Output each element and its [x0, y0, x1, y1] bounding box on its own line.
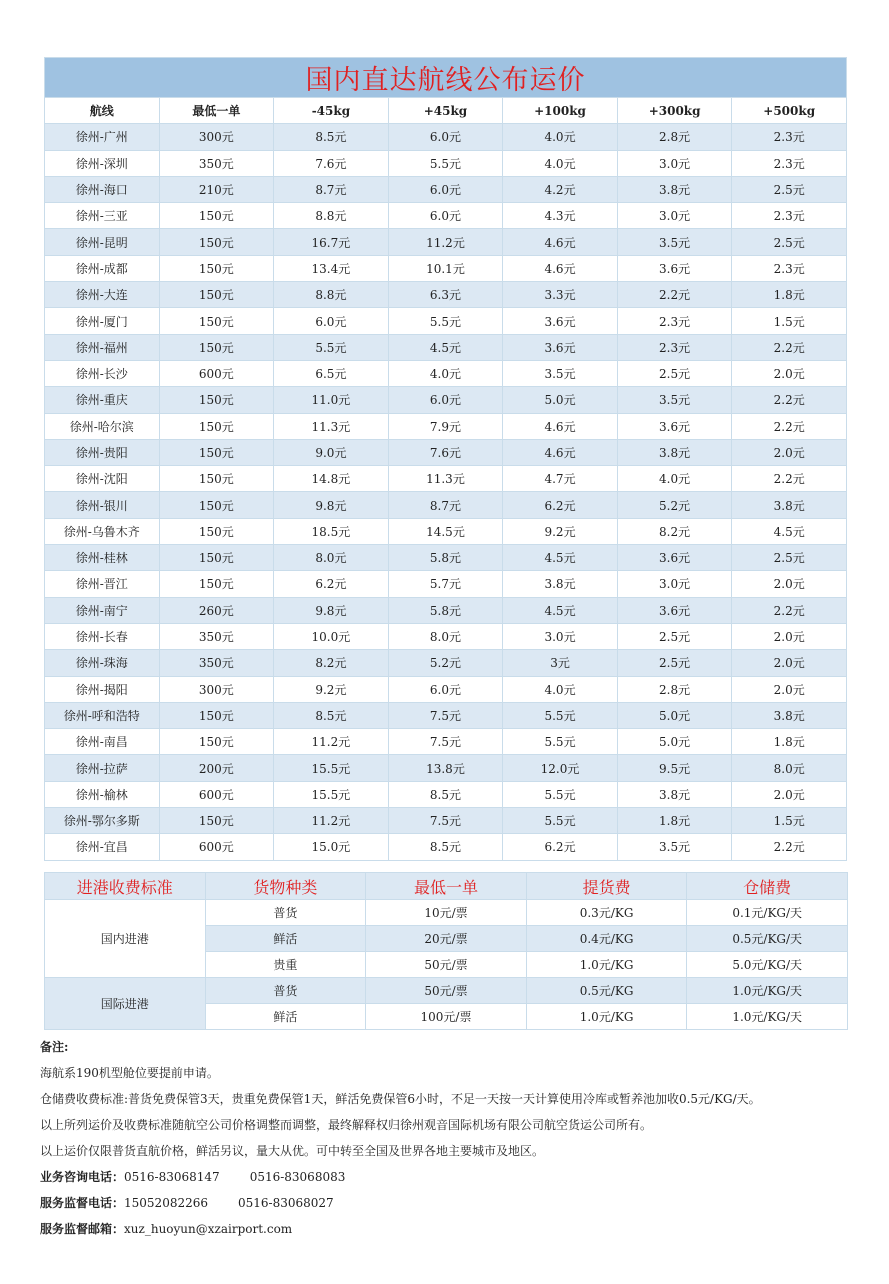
table-row — [45, 781, 847, 807]
price-cell: 2.2元 — [732, 466, 847, 492]
price-cell: 5.5元 — [503, 781, 618, 807]
route-cell: 徐州-三亚 — [45, 203, 160, 229]
price-cell: 6.2元 — [503, 834, 618, 860]
price-cell: 350元 — [159, 150, 274, 176]
price-cell: 3.0元 — [617, 203, 732, 229]
price-cell: 11.3元 — [388, 466, 503, 492]
price-cell: 3.6元 — [617, 413, 732, 439]
fee-column-header: 仓储费 — [687, 873, 848, 900]
route-cell: 徐州-晋江 — [45, 571, 160, 597]
price-cell: 4.0元 — [503, 150, 618, 176]
price-cell: 150元 — [159, 466, 274, 492]
price-cell: 14.5元 — [388, 518, 503, 544]
price-cell: 1.5元 — [732, 808, 847, 834]
fee-cell: 贵重 — [205, 952, 366, 978]
price-cell: 4.5元 — [503, 545, 618, 571]
fee-column-header: 提货费 — [526, 873, 687, 900]
route-cell: 徐州-宜昌 — [45, 834, 160, 860]
route-cell: 徐州-沈阳 — [45, 466, 160, 492]
price-cell: 9.5元 — [617, 755, 732, 781]
route-cell: 徐州-鄂尔多斯 — [45, 808, 160, 834]
route-cell: 徐州-榆林 — [45, 781, 160, 807]
price-cell: 1.5元 — [732, 308, 847, 334]
table-row — [45, 492, 847, 518]
price-cell: 4.0元 — [388, 360, 503, 386]
table-row — [45, 650, 847, 676]
phone-number[interactable]: 0516-83068147 — [124, 1170, 220, 1184]
price-cell: 600元 — [159, 781, 274, 807]
price-cell: 8.8元 — [274, 282, 389, 308]
price-cell: 260元 — [159, 597, 274, 623]
price-cell: 8.0元 — [732, 755, 847, 781]
price-cell: 4.0元 — [503, 676, 618, 702]
price-cell: 7.5元 — [388, 729, 503, 755]
phone-number[interactable]: 0516-83068083 — [249, 1170, 346, 1184]
fee-row — [45, 900, 848, 926]
price-cell: 600元 — [159, 834, 274, 860]
price-cell: 600元 — [159, 360, 274, 386]
price-cell: 8.5元 — [274, 702, 389, 728]
route-cell: 徐州-银川 — [45, 492, 160, 518]
column-header: 航线 — [45, 98, 160, 124]
price-cell: 11.3元 — [274, 413, 389, 439]
price-cell: 7.9元 — [388, 413, 503, 439]
price-cell: 13.4元 — [274, 255, 389, 281]
price-cell: 2.8元 — [617, 124, 732, 150]
price-cell: 6.0元 — [388, 387, 503, 413]
price-cell: 3.8元 — [732, 492, 847, 518]
email-link[interactable]: xuz_huoyun@xzairport.com — [124, 1222, 293, 1236]
contact-line — [40, 1190, 761, 1216]
table-row — [45, 571, 847, 597]
column-header: +500kg — [732, 98, 847, 124]
route-cell: 徐州-大连 — [45, 282, 160, 308]
price-cell: 150元 — [159, 334, 274, 360]
price-cell: 2.0元 — [732, 676, 847, 702]
fee-cell: 1.0元/KG — [526, 1004, 687, 1030]
fee-column-header: 进港收费标准 — [45, 873, 206, 900]
price-cell: 150元 — [159, 229, 274, 255]
fee-cell: 50元/票 — [366, 952, 527, 978]
phone-number[interactable]: 15052082266 — [124, 1196, 208, 1210]
price-cell: 3.6元 — [617, 597, 732, 623]
table-row — [45, 229, 847, 255]
price-cell: 6.0元 — [388, 124, 503, 150]
price-cell: 11.2元 — [274, 808, 389, 834]
price-cell: 2.0元 — [732, 571, 847, 597]
price-cell: 150元 — [159, 413, 274, 439]
column-header: +300kg — [617, 98, 732, 124]
route-cell: 徐州-乌鲁木齐 — [45, 518, 160, 544]
price-cell: 2.2元 — [732, 834, 847, 860]
price-cell: 10.1元 — [388, 255, 503, 281]
price-cell: 3.5元 — [503, 360, 618, 386]
price-cell: 2.3元 — [617, 308, 732, 334]
table-row — [45, 597, 847, 623]
price-cell: 15.0元 — [274, 834, 389, 860]
route-cell: 徐州-厦门 — [45, 308, 160, 334]
price-cell: 9.2元 — [274, 676, 389, 702]
page-title: 国内直达航线公布运价 — [45, 58, 847, 98]
price-cell: 4.5元 — [503, 597, 618, 623]
price-cell: 2.5元 — [617, 360, 732, 386]
price-cell: 3.0元 — [617, 150, 732, 176]
price-cell: 10.0元 — [274, 623, 389, 649]
price-cell: 9.0元 — [274, 439, 389, 465]
price-cell: 210元 — [159, 176, 274, 202]
fee-group-cell: 国际进港 — [45, 978, 206, 1030]
price-cell: 15.5元 — [274, 755, 389, 781]
price-cell: 2.0元 — [732, 650, 847, 676]
price-cell: 5.5元 — [503, 702, 618, 728]
price-cell: 2.2元 — [732, 597, 847, 623]
table-row — [45, 545, 847, 571]
price-cell: 4.3元 — [503, 203, 618, 229]
price-cell: 3.5元 — [617, 387, 732, 413]
fee-cell: 0.5元/KG — [526, 978, 687, 1004]
price-cell: 2.3元 — [732, 203, 847, 229]
column-header: +100kg — [503, 98, 618, 124]
price-cell: 2.0元 — [732, 781, 847, 807]
price-cell: 7.6元 — [388, 439, 503, 465]
price-cell: 200元 — [159, 755, 274, 781]
price-cell: 5.7元 — [388, 571, 503, 597]
fee-cell: 0.1元/KG/天 — [687, 900, 848, 926]
contact-line — [40, 1164, 761, 1190]
price-cell: 4.5元 — [732, 518, 847, 544]
table-row — [45, 466, 847, 492]
price-cell: 3.6元 — [503, 308, 618, 334]
price-cell: 3.3元 — [503, 282, 618, 308]
price-cell: 3.8元 — [617, 176, 732, 202]
price-cell: 3.8元 — [732, 702, 847, 728]
fee-column-header: 货物种类 — [205, 873, 366, 900]
price-cell: 2.2元 — [617, 282, 732, 308]
price-cell: 5.0元 — [617, 729, 732, 755]
fee-cell: 普货 — [205, 900, 366, 926]
price-cell: 5.8元 — [388, 597, 503, 623]
table-row — [45, 834, 847, 860]
table-row — [45, 255, 847, 281]
price-cell: 7.6元 — [274, 150, 389, 176]
price-cell: 150元 — [159, 808, 274, 834]
price-cell: 9.8元 — [274, 597, 389, 623]
fee-cell: 1.0元/KG — [526, 952, 687, 978]
price-cell: 5.8元 — [388, 545, 503, 571]
route-cell: 徐州-深圳 — [45, 150, 160, 176]
price-cell: 150元 — [159, 571, 274, 597]
price-cell: 2.2元 — [732, 334, 847, 360]
price-cell: 350元 — [159, 623, 274, 649]
table-row — [45, 729, 847, 755]
price-cell: 3.0元 — [617, 571, 732, 597]
price-cell: 2.5元 — [732, 176, 847, 202]
price-cell: 3.8元 — [617, 781, 732, 807]
route-cell: 徐州-南昌 — [45, 729, 160, 755]
fee-cell: 5.0元/KG/天 — [687, 952, 848, 978]
route-cell: 徐州-广州 — [45, 124, 160, 150]
price-cell: 11.0元 — [274, 387, 389, 413]
price-cell: 18.5元 — [274, 518, 389, 544]
table-row — [45, 676, 847, 702]
fee-cell: 0.3元/KG — [526, 900, 687, 926]
fee-cell: 1.0元/KG/天 — [687, 978, 848, 1004]
table-row — [45, 282, 847, 308]
phone-number[interactable]: 0516-83068027 — [238, 1196, 334, 1210]
table-row — [45, 387, 847, 413]
price-cell: 8.8元 — [274, 203, 389, 229]
note-line: 以上所列运价及收费标准随航空公司价格调整而调整，最终解释权归徐州观音国际机场有限公司航空货运公司所有。 — [40, 1118, 653, 1132]
inbound-fee-table — [44, 872, 848, 1030]
price-cell: 8.7元 — [388, 492, 503, 518]
notes-heading: 备注: — [40, 1040, 69, 1054]
price-cell: 2.5元 — [617, 623, 732, 649]
price-cell: 3.8元 — [503, 571, 618, 597]
route-cell: 徐州-成都 — [45, 255, 160, 281]
price-cell: 8.5元 — [274, 124, 389, 150]
column-header: +45kg — [388, 98, 503, 124]
price-cell: 3.8元 — [617, 439, 732, 465]
price-cell: 150元 — [159, 545, 274, 571]
price-cell: 13.8元 — [388, 755, 503, 781]
price-cell: 2.2元 — [732, 387, 847, 413]
table-row — [45, 176, 847, 202]
price-cell: 8.2元 — [617, 518, 732, 544]
route-cell: 徐州-长春 — [45, 623, 160, 649]
fee-group-cell: 国内进港 — [45, 900, 206, 978]
price-cell: 6.0元 — [388, 676, 503, 702]
price-cell: 5.5元 — [503, 808, 618, 834]
table-row — [45, 808, 847, 834]
notes-section — [40, 1034, 761, 1242]
column-header: 最低一单 — [159, 98, 274, 124]
note-line: 海航系190机型舱位要提前申请。 — [40, 1066, 219, 1080]
price-cell: 5.2元 — [617, 492, 732, 518]
note-line: 以上运价仅限普货直航价格，鲜活另议，量大从优。可中转至全国及世界各地主要城市及地区。 — [40, 1144, 545, 1158]
price-cell: 150元 — [159, 492, 274, 518]
price-cell: 5.5元 — [274, 334, 389, 360]
price-cell: 5.5元 — [388, 308, 503, 334]
price-cell: 4.2元 — [503, 176, 618, 202]
price-cell: 150元 — [159, 203, 274, 229]
route-cell: 徐州-呼和浩特 — [45, 702, 160, 728]
price-cell: 3.5元 — [617, 834, 732, 860]
price-cell: 11.2元 — [274, 729, 389, 755]
price-cell: 300元 — [159, 124, 274, 150]
contact-label: 服务监督邮箱： — [40, 1222, 125, 1236]
price-cell: 150元 — [159, 439, 274, 465]
route-cell: 徐州-拉萨 — [45, 755, 160, 781]
contact-label: 服务监督电话： — [40, 1196, 125, 1210]
price-cell: 8.0元 — [388, 623, 503, 649]
fee-table-header — [45, 873, 848, 900]
price-cell: 4.6元 — [503, 413, 618, 439]
price-cell: 2.3元 — [617, 334, 732, 360]
column-header: -45kg — [274, 98, 389, 124]
price-cell: 2.3元 — [732, 124, 847, 150]
price-cell: 8.5元 — [388, 781, 503, 807]
price-cell: 150元 — [159, 387, 274, 413]
fee-cell: 鲜活 — [205, 1004, 366, 1030]
price-cell: 300元 — [159, 676, 274, 702]
table-row — [45, 518, 847, 544]
fee-cell: 鲜活 — [205, 926, 366, 952]
price-cell: 9.2元 — [503, 518, 618, 544]
price-cell: 9.8元 — [274, 492, 389, 518]
contact-line — [40, 1216, 761, 1242]
table-row — [45, 334, 847, 360]
price-cell: 3.6元 — [617, 255, 732, 281]
price-cell: 15.5元 — [274, 781, 389, 807]
route-cell: 徐州-海口 — [45, 176, 160, 202]
fee-cell: 普货 — [205, 978, 366, 1004]
table-row — [45, 755, 847, 781]
route-cell: 徐州-揭阳 — [45, 676, 160, 702]
note-line: 仓储费收费标准:普货免费保管3天，贵重免费保管1天，鲜活免费保管6小时，不足一天按一天计算使用冷库或暂养池加收0.5元/KG/天。 — [40, 1092, 761, 1106]
table-row — [45, 413, 847, 439]
fee-row — [45, 978, 848, 1004]
table-row — [45, 150, 847, 176]
price-cell: 2.0元 — [732, 623, 847, 649]
price-cell: 150元 — [159, 255, 274, 281]
route-cell: 徐州-昆明 — [45, 229, 160, 255]
price-cell: 150元 — [159, 282, 274, 308]
price-cell: 4.5元 — [388, 334, 503, 360]
price-cell: 8.7元 — [274, 176, 389, 202]
route-cell: 徐州-南宁 — [45, 597, 160, 623]
price-cell: 14.8元 — [274, 466, 389, 492]
price-cell: 8.0元 — [274, 545, 389, 571]
price-cell: 3.0元 — [503, 623, 618, 649]
price-cell: 6.0元 — [274, 308, 389, 334]
price-cell: 8.5元 — [388, 834, 503, 860]
price-cell: 2.3元 — [732, 255, 847, 281]
price-cell: 350元 — [159, 650, 274, 676]
price-cell: 150元 — [159, 702, 274, 728]
price-cell: 1.8元 — [732, 729, 847, 755]
price-cell: 7.5元 — [388, 808, 503, 834]
route-cell: 徐州-贵阳 — [45, 439, 160, 465]
price-cell: 6.2元 — [274, 571, 389, 597]
price-cell: 6.2元 — [503, 492, 618, 518]
price-cell: 5.0元 — [617, 702, 732, 728]
price-cell: 4.6元 — [503, 229, 618, 255]
fee-cell: 0.5元/KG/天 — [687, 926, 848, 952]
price-cell: 150元 — [159, 518, 274, 544]
price-cell: 4.6元 — [503, 255, 618, 281]
route-cell: 徐州-福州 — [45, 334, 160, 360]
table-row — [45, 203, 847, 229]
price-cell: 6.5元 — [274, 360, 389, 386]
price-cell: 150元 — [159, 308, 274, 334]
fee-cell: 1.0元/KG/天 — [687, 1004, 848, 1030]
price-cell: 7.5元 — [388, 702, 503, 728]
price-cell: 4.6元 — [503, 439, 618, 465]
price-cell: 2.5元 — [617, 650, 732, 676]
fee-cell: 20元/票 — [366, 926, 527, 952]
table-row — [45, 360, 847, 386]
route-cell: 徐州-重庆 — [45, 387, 160, 413]
fee-cell: 10元/票 — [366, 900, 527, 926]
price-cell: 5.5元 — [503, 729, 618, 755]
price-cell: 8.2元 — [274, 650, 389, 676]
route-cell: 徐州-珠海 — [45, 650, 160, 676]
price-cell: 4.0元 — [503, 124, 618, 150]
price-cell: 6.3元 — [388, 282, 503, 308]
price-cell: 2.2元 — [732, 413, 847, 439]
price-cell: 5.0元 — [503, 387, 618, 413]
price-cell: 150元 — [159, 729, 274, 755]
price-cell: 2.0元 — [732, 360, 847, 386]
table-row — [45, 124, 847, 150]
price-cell: 2.0元 — [732, 439, 847, 465]
price-cell: 5.2元 — [388, 650, 503, 676]
price-cell: 1.8元 — [732, 282, 847, 308]
table-row — [45, 702, 847, 728]
domestic-rate-table — [44, 57, 847, 861]
price-cell: 5.5元 — [388, 150, 503, 176]
price-cell: 2.5元 — [732, 229, 847, 255]
price-cell: 3元 — [503, 650, 618, 676]
fee-column-header: 最低一单 — [366, 873, 527, 900]
price-cell: 16.7元 — [274, 229, 389, 255]
fee-cell: 50元/票 — [366, 978, 527, 1004]
table-row — [45, 439, 847, 465]
table-row — [45, 623, 847, 649]
table-header — [45, 98, 847, 124]
route-cell: 徐州-桂林 — [45, 545, 160, 571]
fee-cell: 0.4元/KG — [526, 926, 687, 952]
price-cell: 3.5元 — [617, 229, 732, 255]
price-cell: 6.0元 — [388, 176, 503, 202]
table-row — [45, 308, 847, 334]
price-cell: 2.3元 — [732, 150, 847, 176]
fee-cell: 100元/票 — [366, 1004, 527, 1030]
price-cell: 11.2元 — [388, 229, 503, 255]
price-cell: 2.8元 — [617, 676, 732, 702]
price-cell: 3.6元 — [617, 545, 732, 571]
price-cell: 1.8元 — [617, 808, 732, 834]
route-cell: 徐州-哈尔滨 — [45, 413, 160, 439]
price-cell: 6.0元 — [388, 203, 503, 229]
contact-label: 业务咨询电话： — [40, 1170, 125, 1184]
route-cell: 徐州-长沙 — [45, 360, 160, 386]
price-cell: 3.6元 — [503, 334, 618, 360]
price-cell: 2.5元 — [732, 545, 847, 571]
price-cell: 12.0元 — [503, 755, 618, 781]
price-cell: 4.7元 — [503, 466, 618, 492]
price-cell: 4.0元 — [617, 466, 732, 492]
